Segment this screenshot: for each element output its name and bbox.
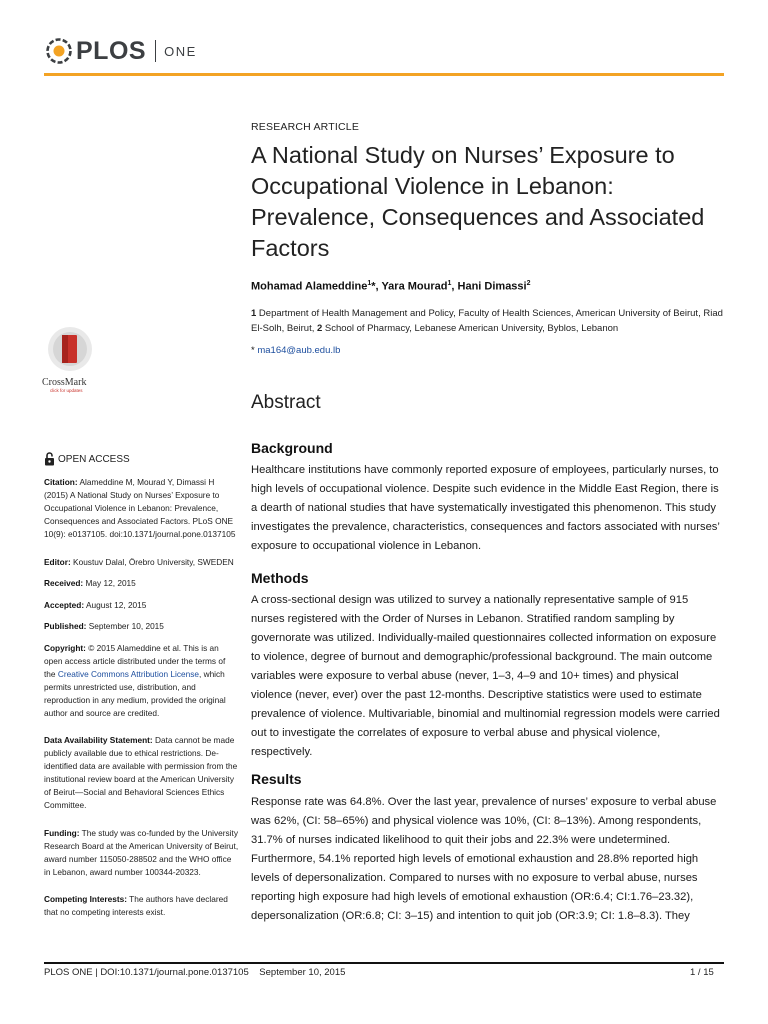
crossmark-badge[interactable] — [44, 325, 100, 395]
crossmark-sub: click for updates — [50, 388, 83, 393]
copyright-label: Copyright: — [44, 643, 86, 653]
open-access-label — [44, 452, 130, 466]
corresponding-email — [251, 345, 340, 356]
editor-text: Koustuv Dalal, Örebro University, SWEDEN — [70, 557, 234, 567]
published-block — [44, 620, 239, 633]
data-availability-label: Data Availability Statement: — [44, 735, 153, 745]
accepted-label: Accepted: — [44, 600, 85, 610]
funding-label: Funding: — [44, 828, 80, 838]
competing-interests-text: The authors have declared that no competing interests exist. — [44, 894, 228, 917]
competing-interests-block — [44, 893, 239, 919]
received-label: Received: — [44, 578, 84, 588]
author-affil-sup: 1 — [367, 280, 372, 287]
data-availability-block — [44, 734, 239, 812]
email-link[interactable]: ma164@aub.edu.lb — [254, 345, 341, 356]
competing-interests-label: Competing Interests: — [44, 894, 127, 904]
footer-rule — [44, 962, 724, 964]
article-type: RESEARCH ARTICLE — [251, 121, 360, 133]
abstract-heading: Abstract — [251, 392, 321, 413]
editor-label: Editor: — [44, 557, 71, 567]
received-text: May 12, 2015 — [83, 578, 136, 588]
crossmark-icon — [44, 325, 100, 373]
author-affil-sup: 2 — [526, 280, 531, 287]
funding-text: The study was co-funded by the University Research Board at the American University of Beirut, award number 115050-288502 and the WHO office in Lebanon, award number 100344-20323. — [44, 828, 239, 877]
copyright-text: © 2015 Alameddine et al. This is an open access article distributed under the terms of the — [44, 643, 226, 679]
published-label: Published: — [44, 621, 87, 631]
author-list — [251, 280, 531, 293]
footer-citation: PLOS ONE | DOI:10.1371/journal.pone.0137105 September 10, 2015 — [44, 967, 346, 978]
author-affil-sup: 1 — [447, 280, 452, 287]
copyright-text-end: , which permits unrestricted use, distribution, and reproduction in any medium, provided the original author and source are credited. — [44, 669, 226, 718]
affil-number: 2 — [317, 323, 323, 334]
affil-number: 1 — [251, 308, 257, 319]
logo-one-text: ONE — [164, 43, 197, 59]
background-paragraph: Healthcare institutions have commonly reported exposure of employees, particularly nurses, to high levels of occupational violence. Despite such evidence in the Middle East Region, there is a dearth of national studies that have systematically investigated this phenomenon. This study investigates the prevalence, characteristics, consequences and factors associated with nurses’ exposure to occupational violence in Lebanon. — [251, 464, 720, 552]
author-mark: *, — [371, 280, 382, 293]
crossmark-label: CrossMark — [42, 377, 87, 388]
citation-label: Citation: — [44, 477, 78, 487]
plos-logo-icon — [44, 36, 74, 66]
results-paragraph: Response rate was 64.8%. Over the last year, prevalence of nurses’ exposure to verbal abuse was 62%, (CI: 58–65%) and physical violence was 10%, (CI: 8–13%). Among respondents, 31.7% of nurses indicated likelihood to quit their jobs and 22.3% were undetermined. Furthermore, 54.1% reported high levels of emotional exhaustion and 28.8% reported high levels of depersonalization. Compared to nurses with no exposure to verbal abuse, nurses reporting high exposure had high levels of emotional exhaustion (OR:6.4; CI:1.76–23.32), depersonalization (OR:6.8; CI: 3–15) and intention to quit job (OR:3.9; CI: 1.8–8.3). They — [251, 796, 717, 922]
background-heading: Background — [251, 440, 333, 456]
license-link[interactable]: Creative Commons Attribution License — [57, 669, 199, 679]
author-name[interactable]: Hani Dimassi — [457, 280, 527, 293]
published-text: September 10, 2015 — [86, 621, 164, 631]
received-block — [44, 577, 239, 590]
accepted-text: August 12, 2015 — [84, 600, 147, 610]
author-sep: , — [451, 280, 458, 293]
accepted-block — [44, 599, 239, 612]
author-name[interactable]: Mohamad Alameddine — [251, 280, 368, 293]
open-access-text: OPEN ACCESS — [58, 453, 130, 465]
affil-text: School of Pharmacy, Lebanese American University, Byblos, Lebanon — [322, 323, 619, 334]
methods-heading: Methods — [251, 570, 309, 586]
copyright-block — [44, 642, 239, 720]
logo-plos-text: PLOS — [76, 36, 147, 65]
affil-text: Department of Health Management and Policy, Faculty of Health Sciences, American University of Beirut, Riad El-Solh, Beirut, — [251, 308, 723, 334]
plos-one-logo[interactable] — [44, 34, 197, 68]
funding-block — [44, 827, 239, 879]
citation-text: Alameddine M, Mourad Y, Dimassi H (2015) A National Study on Nurses’ Exposure to Occupational Violence in Lebanon: Prevalence, Consequences and Associated Factors. PLoS ONE 10(9): e0137105. doi:10.1371/journal.pone.0137105 — [44, 477, 236, 539]
methods-paragraph: A cross-sectional design was utilized to survey a nationally representative sample of 915 nurses registered with the Order of Nurses in Lebanon. Stratified random sampling by governorate was utilized. Individually-mailed questionnaires collected information on exposure to violence, degree of burnout and demographic/professional background. The main outcome variables were exposure to verbal abuse (never, 1–3, 4–9 and 10+ times) and physical violence (never, ever) over the past 12-months. Descriptive statistics were used to estimate prevalence of violence. Multivariable, binomial and multinomial regression models were carried out to investigate the correlates of exposure to verbal abuse and physical violence, respectively. — [251, 594, 720, 758]
article-title: A National Study on Nurses’ Exposure to Occupational Violence in Lebanon: Prevalence, Consequences and Associated Factors — [251, 142, 705, 261]
open-lock-icon — [44, 452, 55, 466]
affiliations — [251, 306, 731, 336]
results-heading: Results — [251, 771, 302, 787]
citation-block — [44, 476, 239, 541]
page-number: 1 / 15 — [690, 967, 714, 978]
data-availability-text: Data cannot be made publicly available due to ethical restrictions. De-identified data are available with permission from the institutional review board at the American University of Beirut—Social and Behavioral Sciences Ethics Committee. — [44, 735, 238, 810]
header-rule — [44, 73, 724, 76]
editor-block — [44, 556, 239, 569]
email-star: * — [251, 345, 255, 356]
logo-divider — [155, 40, 156, 62]
author-name[interactable]: Yara Mourad — [381, 280, 448, 293]
